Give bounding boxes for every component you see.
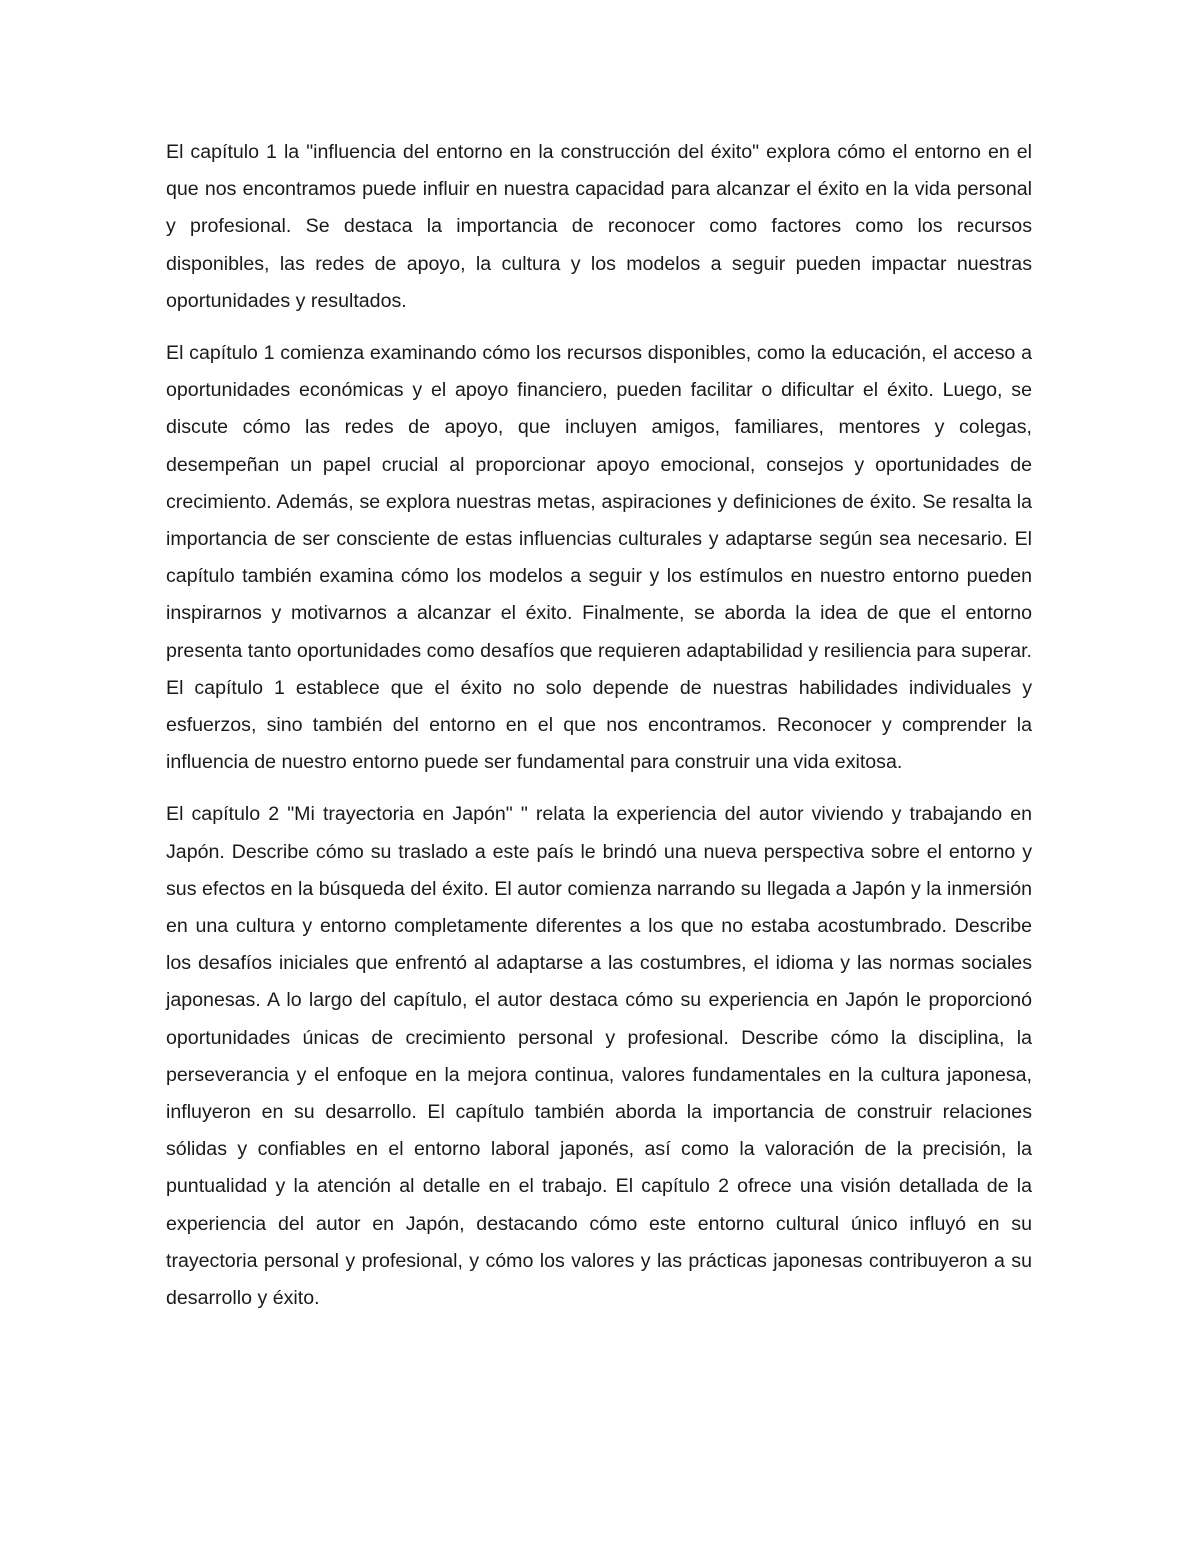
paragraph-chapter-1-intro: El capítulo 1 la "influencia del entorno en la construcción del éxito" explora cómo el entorno en el que nos encontramos puede influir en nuestra capacidad para alcanzar el éxito en la vida personal y profesional. Se destaca la importancia de reconocer como factores como los recursos disponibles, las redes de apoyo, la cultura y los modelos a seguir pueden impactar nuestras oportunidades y resultados. bbox=[166, 141, 1032, 312]
paragraph-chapter-2: El capítulo 2 "Mi trayectoria en Japón" " relata la experiencia del autor viviendo y trabajando en Japón. Describe cómo su traslado a este país le brindó una nueva perspectiva sobre el entorno y sus efectos en la búsqueda del éxito. El autor comienza narrando su llegada a Japón y la inmersión en una cultura y entorno completamente diferentes a los que no estaba acostumbrado. Describe los desafíos iniciales que enfrentó al adaptarse a las costumbres, el idioma y las normas sociales japonesas. A lo largo del capítulo, el autor destaca cómo su experiencia en Japón le proporcionó oportunidades únicas de crecimiento personal y profesional. Describe cómo la disciplina, la perseverancia y el enfoque en la mejora continua, valores fundamentales en la cultura japonesa, influyeron en su desarrollo. El capítulo también aborda la importancia de construir relaciones sólidas y confiables en el entorno laboral japonés, así como la valoración de la precisión, la puntualidad y la atención al detalle en el trabajo. El capítulo 2 ofrece una visión detallada de la experiencia del autor en Japón, destacando cómo este entorno cultural único influyó en su trayectoria personal y profesional, y cómo los valores y las prácticas japonesas contribuyeron a su desarrollo y éxito. bbox=[166, 803, 1032, 1310]
paragraph-chapter-1-detail: El capítulo 1 comienza examinando cómo los recursos disponibles, como la educación, el acceso a oportunidades económicas y el apoyo financiero, pueden facilitar o dificultar el éxito. Luego, se discute cómo las redes de apoyo, que incluyen amigos, familiares, mentores y colegas, desempeñan un papel crucial al proporcionar apoyo emocional, consejos y oportunidades de crecimiento. Además, se explora nuestras metas, aspiraciones y definiciones de éxito. Se resalta la importancia de ser consciente de estas influencias culturales y adaptarse según sea necesario. El capítulo también examina cómo los modelos a seguir y los estímulos en nuestro entorno pueden inspirarnos y motivarnos a alcanzar el éxito. Finalmente, se aborda la idea de que el entorno presenta tanto oportunidades como desafíos que requieren adaptabilidad y resiliencia para superar. El capítulo 1 establece que el éxito no solo depende de nuestras habilidades individuales y esfuerzos, sino también del entorno en el que nos encontramos. Reconocer y comprender la influencia de nuestro entorno puede ser fundamental para construir una vida exitosa. bbox=[166, 342, 1032, 774]
document-body bbox=[166, 134, 1032, 1332]
